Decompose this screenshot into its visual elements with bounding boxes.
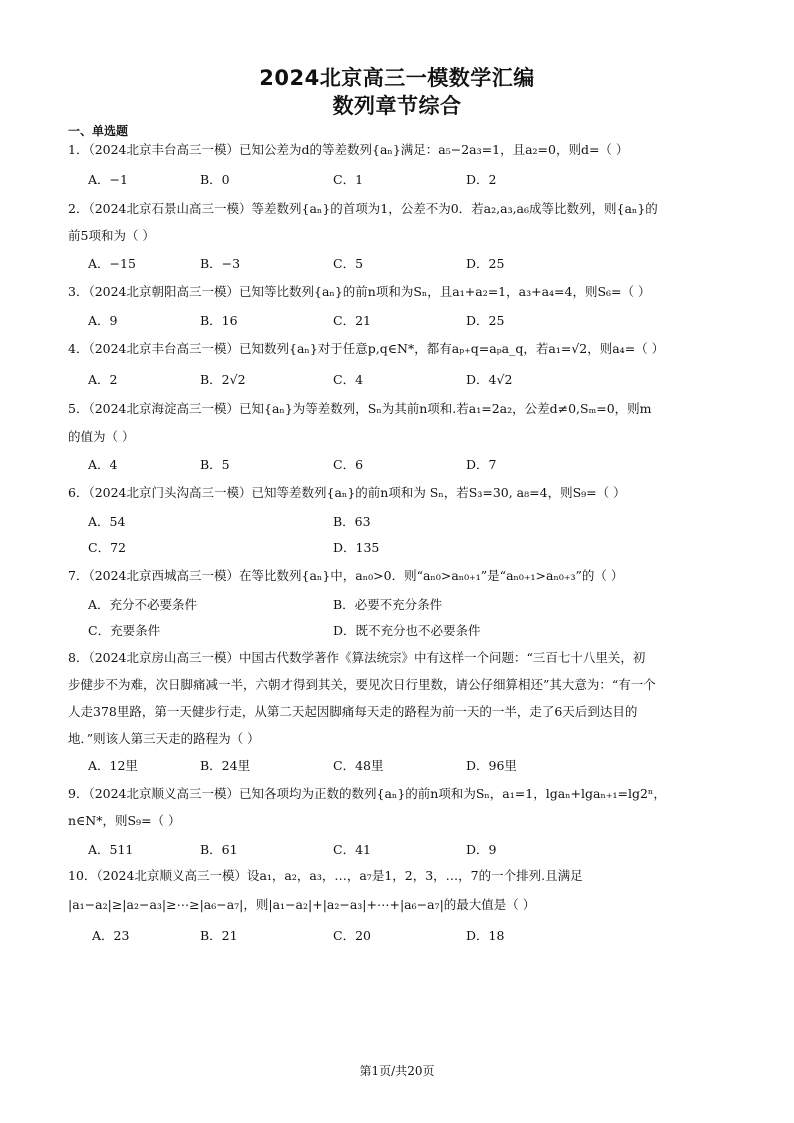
question-8-option-b: B．24里 (200, 758, 251, 773)
question-4-option-c: C．4 (333, 372, 364, 387)
question-9-option-d: D．9 (466, 842, 497, 857)
question-6-option-c: C．72 (88, 540, 126, 555)
question-6-option-b: B．63 (333, 514, 371, 529)
question-2-text: 2．（2024北京石景山高三一模）等差数列{aₙ}的首项为1，公差不为0．若a₂,a₃,a₆成等比数列，则{aₙ}的 (68, 201, 658, 216)
question-8-option-d: D．96里 (466, 758, 517, 773)
question-2-option-a: A．−15 (88, 256, 136, 271)
question-5-text: 5．（2024北京海淀高三一模）已知{aₙ}为等差数列，Sₙ为其前n项和.若a₁=2a₂，公差d≠0,Sₘ=0，则m (68, 401, 652, 416)
question-6-option-a: A．54 (88, 514, 126, 529)
question-10-option-a: A．23 (92, 928, 130, 943)
section-heading: 一、单选题 (68, 124, 129, 138)
document-title: 2024北京高三一模数学汇编 (259, 66, 535, 90)
question-5-text-line-2: 的值为（ ） (68, 429, 135, 444)
question-6-text: 6．（2024北京门头沟高三一模）已知等差数列{aₙ}的前n项和为 Sₙ，若S₃=30, a₈=4，则S₉=（ ） (68, 485, 626, 500)
question-5-option-c: C．6 (333, 457, 364, 472)
question-9-text: 9．（2024北京顺义高三一模）已知各项均为正数的数列{aₙ}的前n项和为Sₙ，a₁=1，lgaₙ+lgaₙ₊₁=lg2ⁿ， (68, 786, 666, 801)
question-1-option-b: B．0 (200, 172, 230, 187)
question-1-option-c: C．1 (333, 172, 364, 187)
page-footer: 第1页/共20页 (359, 1064, 435, 1078)
question-4-text: 4．（2024北京丰台高三一模）已知数列{aₙ}对于任意p,q∈N*，都有aₚ₊q=aₚa_q，若a₁=√2，则a₄=（ ） (68, 341, 665, 356)
question-3-option-b: B．16 (200, 313, 238, 328)
question-2-option-b: B．−3 (200, 256, 241, 271)
question-8-text: 8．（2024北京房山高三一模）中国古代数学著作《算法统宗》中有这样一个问题：“三百七十八里关，初 (68, 650, 646, 665)
question-2-option-d: D．25 (466, 256, 505, 271)
question-8-option-c: C．48里 (333, 758, 384, 773)
question-10-option-d: D．18 (466, 928, 505, 943)
question-10-text-line-2: |a₁−a₂|≥|a₂−a₃|≥⋯≥|a₆−a₇|，则|a₁−a₂|+|a₂−a₃|+⋯+|a₆−a₇|的最大值是（ ） (68, 897, 536, 912)
question-8-text-line-3: 人走378里路，第一天健步行走，从第二天起因脚痛每天走的路程为前一天的一半，走了6天后到达目的 (68, 704, 638, 719)
question-1-option-a: A．−1 (88, 172, 128, 187)
question-4-option-d: D．4√2 (466, 372, 513, 387)
question-8-text-line-2: 步健步不为难，次日脚痛减一半，六朝才得到其关，要见次日行里数，请公仔细算相还”其大意为：“有一个 (68, 677, 656, 692)
question-10-text: 10．（2024北京顺义高三一模）设a₁，a₂，a₃，…，a₇是1，2，3，…，7的一个排列.且满足 (68, 868, 583, 883)
question-4-option-b: B．2√2 (200, 372, 246, 387)
question-3-option-a: A．9 (88, 313, 118, 328)
question-5-option-a: A．4 (88, 457, 118, 472)
question-9-option-b: B．61 (200, 842, 238, 857)
question-4-option-a: A．2 (88, 372, 118, 387)
question-1-text: 1．（2024北京丰台高三一模）已知公差为d的等差数列{aₙ}满足：a₅−2a₃=1，且a₂=0，则d=（ ） (68, 142, 629, 157)
question-7-option-c: C．充要条件 (88, 623, 161, 638)
question-5-option-b: B．5 (200, 457, 230, 472)
question-9-option-a: A．511 (88, 842, 134, 857)
question-8-text-line-4: 地．”则该人第三天走的路程为（ ） (68, 731, 260, 746)
question-8-option-a: A．12里 (88, 758, 138, 773)
question-3-option-d: D．25 (466, 313, 505, 328)
question-3-option-c: C．21 (333, 313, 371, 328)
document-subtitle: 数列章节综合 (332, 94, 462, 118)
question-10-option-b: B．21 (200, 928, 238, 943)
question-2-option-c: C．5 (333, 256, 364, 271)
question-5-option-d: D．7 (466, 457, 497, 472)
question-7-text: 7．（2024北京西城高三一模）在等比数列{aₙ}中，aₙ₀>0．则“aₙ₀>aₙ₀₊₁”是“aₙ₀₊₁>aₙ₀₊₃”的（ ） (68, 568, 624, 583)
question-10-option-c: C．20 (333, 928, 371, 943)
question-1-option-d: D．2 (466, 172, 497, 187)
question-6-option-d: D．135 (333, 540, 380, 555)
question-9-text-line-2: n∈N*，则S₉=（ ） (68, 813, 181, 828)
question-2-text-line-2: 前5项和为（ ） (68, 228, 155, 243)
question-7-option-d: D．既不充分也不必要条件 (333, 623, 481, 638)
question-7-option-a: A．充分不必要条件 (88, 597, 198, 612)
question-7-option-b: B．必要不充分条件 (333, 597, 443, 612)
question-9-option-c: C．41 (333, 842, 371, 857)
question-3-text: 3．（2024北京朝阳高三一模）已知等比数列{aₙ}的前n项和为Sₙ，且a₁+a₂=1，a₃+a₄=4，则S₆=（ ） (68, 284, 651, 299)
